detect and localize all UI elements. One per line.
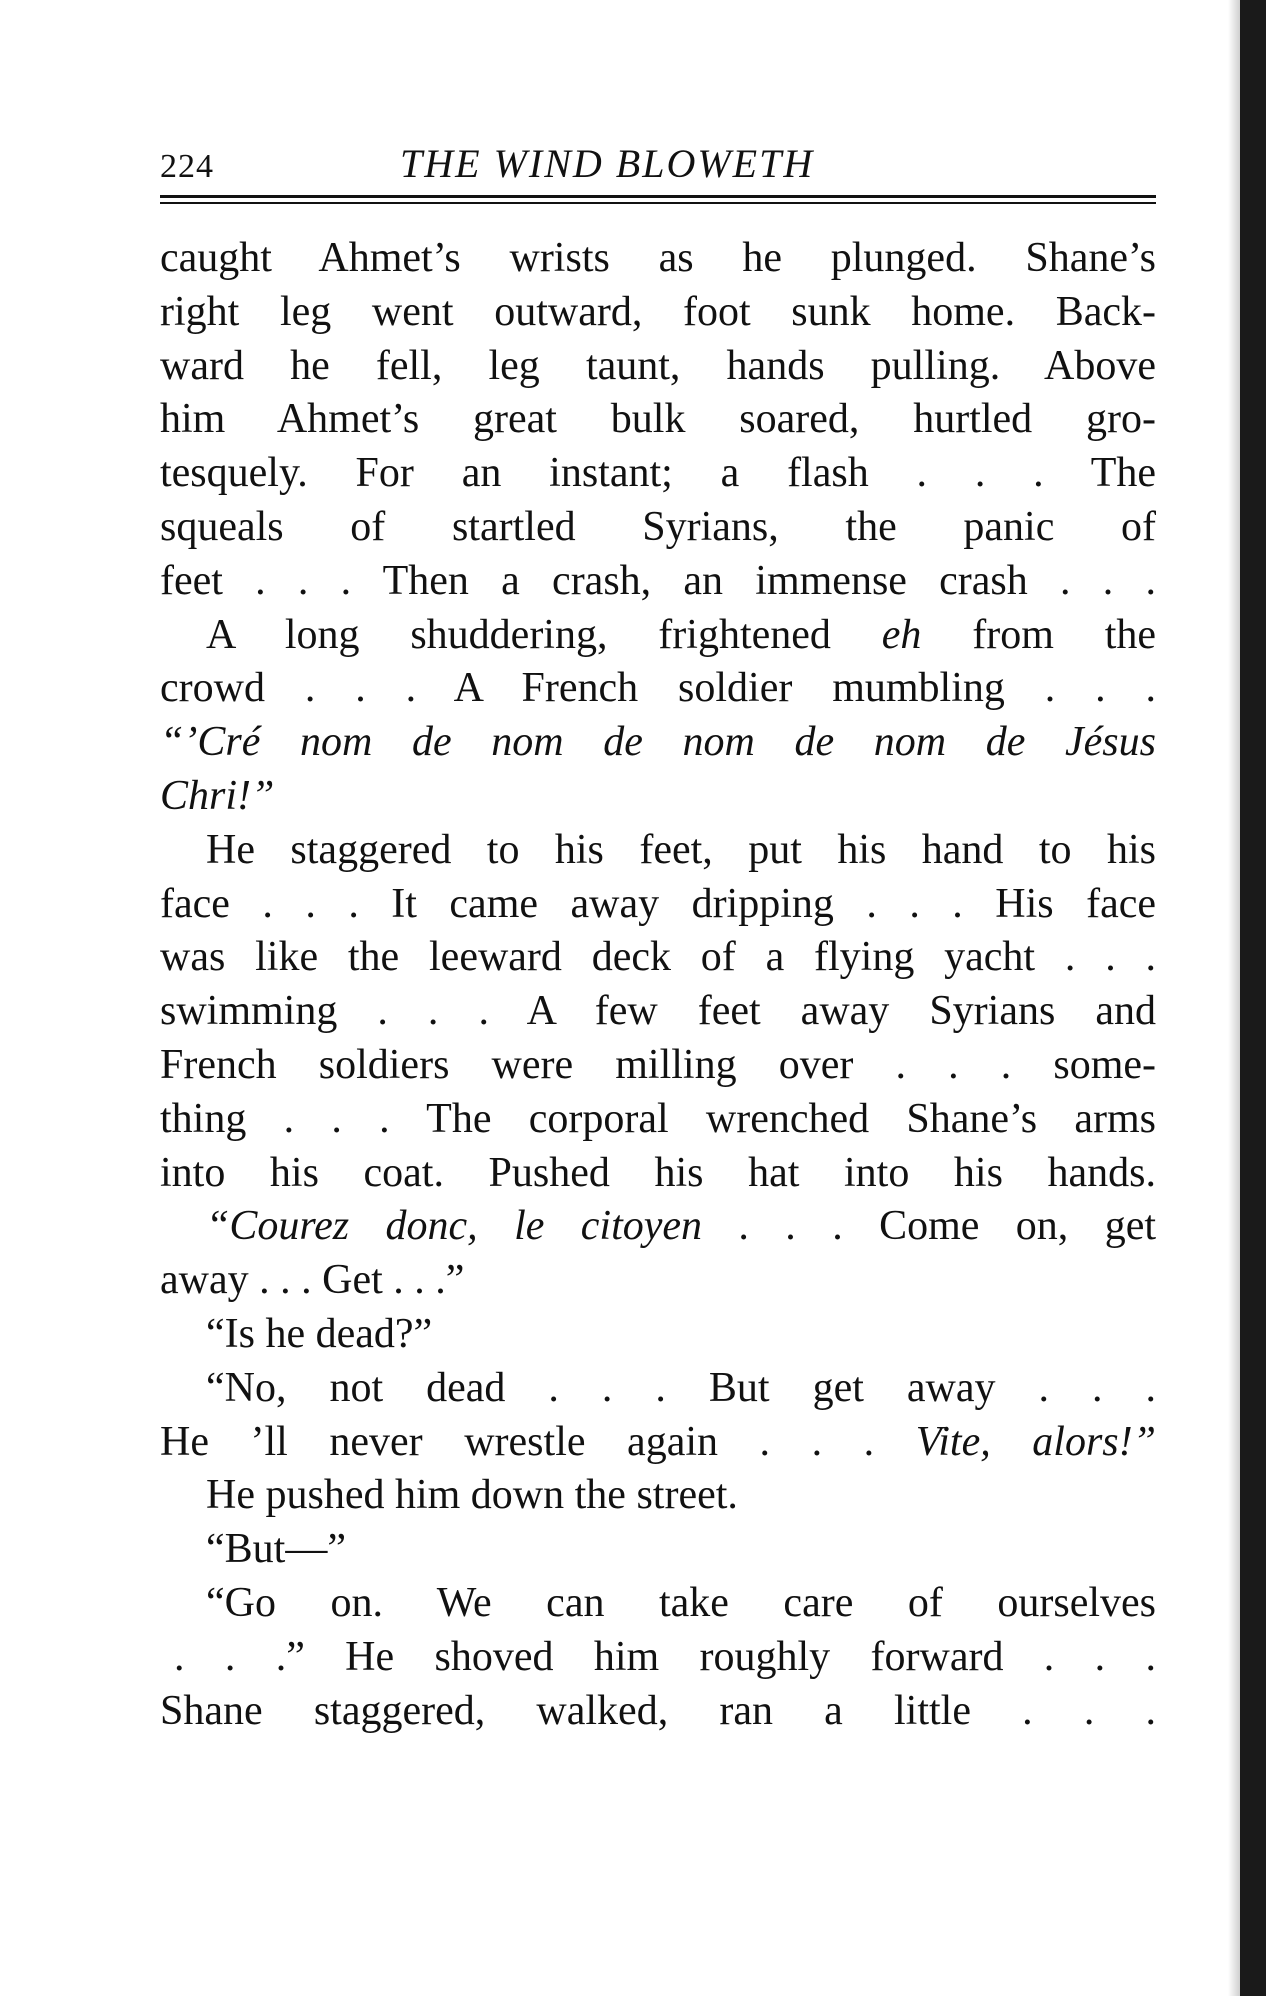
- text-line: [160, 1200, 1156, 1254]
- text-line: ward he fell, leg taunt, hands pulling. Above: [160, 342, 1156, 389]
- running-title: THE WIND BLOWETH: [400, 141, 815, 186]
- page-header: [160, 140, 1156, 190]
- text-line: “No, not dead . . . But get away . . .: [206, 1364, 1156, 1411]
- page-number: 224: [160, 148, 214, 185]
- text-line: swimming . . . A few feet away Syrians and: [160, 988, 1156, 1035]
- text-line: [160, 1416, 1156, 1470]
- text-span: . . . Come on, get: [702, 1203, 1156, 1250]
- text-line: crowd . . . A French soldier mumbling . . .: [160, 665, 1156, 712]
- text-line: thing . . . The corporal wrenched Shane’s arms: [160, 1095, 1156, 1142]
- text-line: French soldiers were milling over . . . some-: [160, 1041, 1156, 1088]
- text-line: right leg went outward, foot sunk home. Back-: [160, 288, 1156, 335]
- text-line: “Is he dead?”: [206, 1310, 433, 1357]
- italic-span: eh: [881, 611, 922, 658]
- text-span: A long shuddering, frightened: [206, 611, 882, 658]
- text-line: tesquely. For an instant; a flash . . . The: [160, 450, 1156, 497]
- text-line: Chri!”: [160, 772, 275, 819]
- text-line: “’Cré nom de nom de nom de nom de Jésus: [160, 719, 1156, 766]
- text-line: “Go on. We can take care of ourselves: [206, 1579, 1156, 1626]
- text-line: face . . . It came away dripping . . . His face: [160, 880, 1156, 927]
- text-line: squeals of startled Syrians, the panic of: [160, 503, 1156, 550]
- text-span: He ’ll never wrestle again . . .: [160, 1418, 916, 1465]
- text-line: was like the leeward deck of a flying yacht . . .: [160, 934, 1156, 981]
- text-line: . . .” He shoved him roughly forward . . .: [174, 1633, 1156, 1680]
- text-line: into his coat. Pushed his hat into his hands.: [160, 1149, 1156, 1196]
- text-line: away . . . Get . . .”: [160, 1257, 465, 1304]
- text-line: He pushed him down the street.: [206, 1472, 738, 1519]
- italic-span: “Courez donc, le citoyen: [206, 1203, 703, 1250]
- page-spine: [1240, 0, 1266, 1996]
- page-gutter-shadow: [1228, 0, 1240, 1996]
- text-line: Shane staggered, walked, ran a little . . .: [160, 1687, 1156, 1734]
- text-line: [160, 609, 1156, 663]
- body-text: [160, 232, 1156, 1738]
- text-line: He staggered to his feet, put his hand to his: [206, 826, 1156, 873]
- text-line: “But—”: [206, 1526, 346, 1573]
- text-span: from the: [921, 611, 1156, 658]
- header-rule: [160, 195, 1156, 204]
- italic-span: Vite, alors!”: [915, 1418, 1156, 1465]
- text-line: feet . . . Then a crash, an immense crash . . .: [160, 557, 1156, 604]
- text-line: him Ahmet’s great bulk soared, hurtled gro-: [160, 396, 1156, 443]
- text-line: caught Ahmet’s wrists as he plunged. Shane’s: [160, 235, 1156, 281]
